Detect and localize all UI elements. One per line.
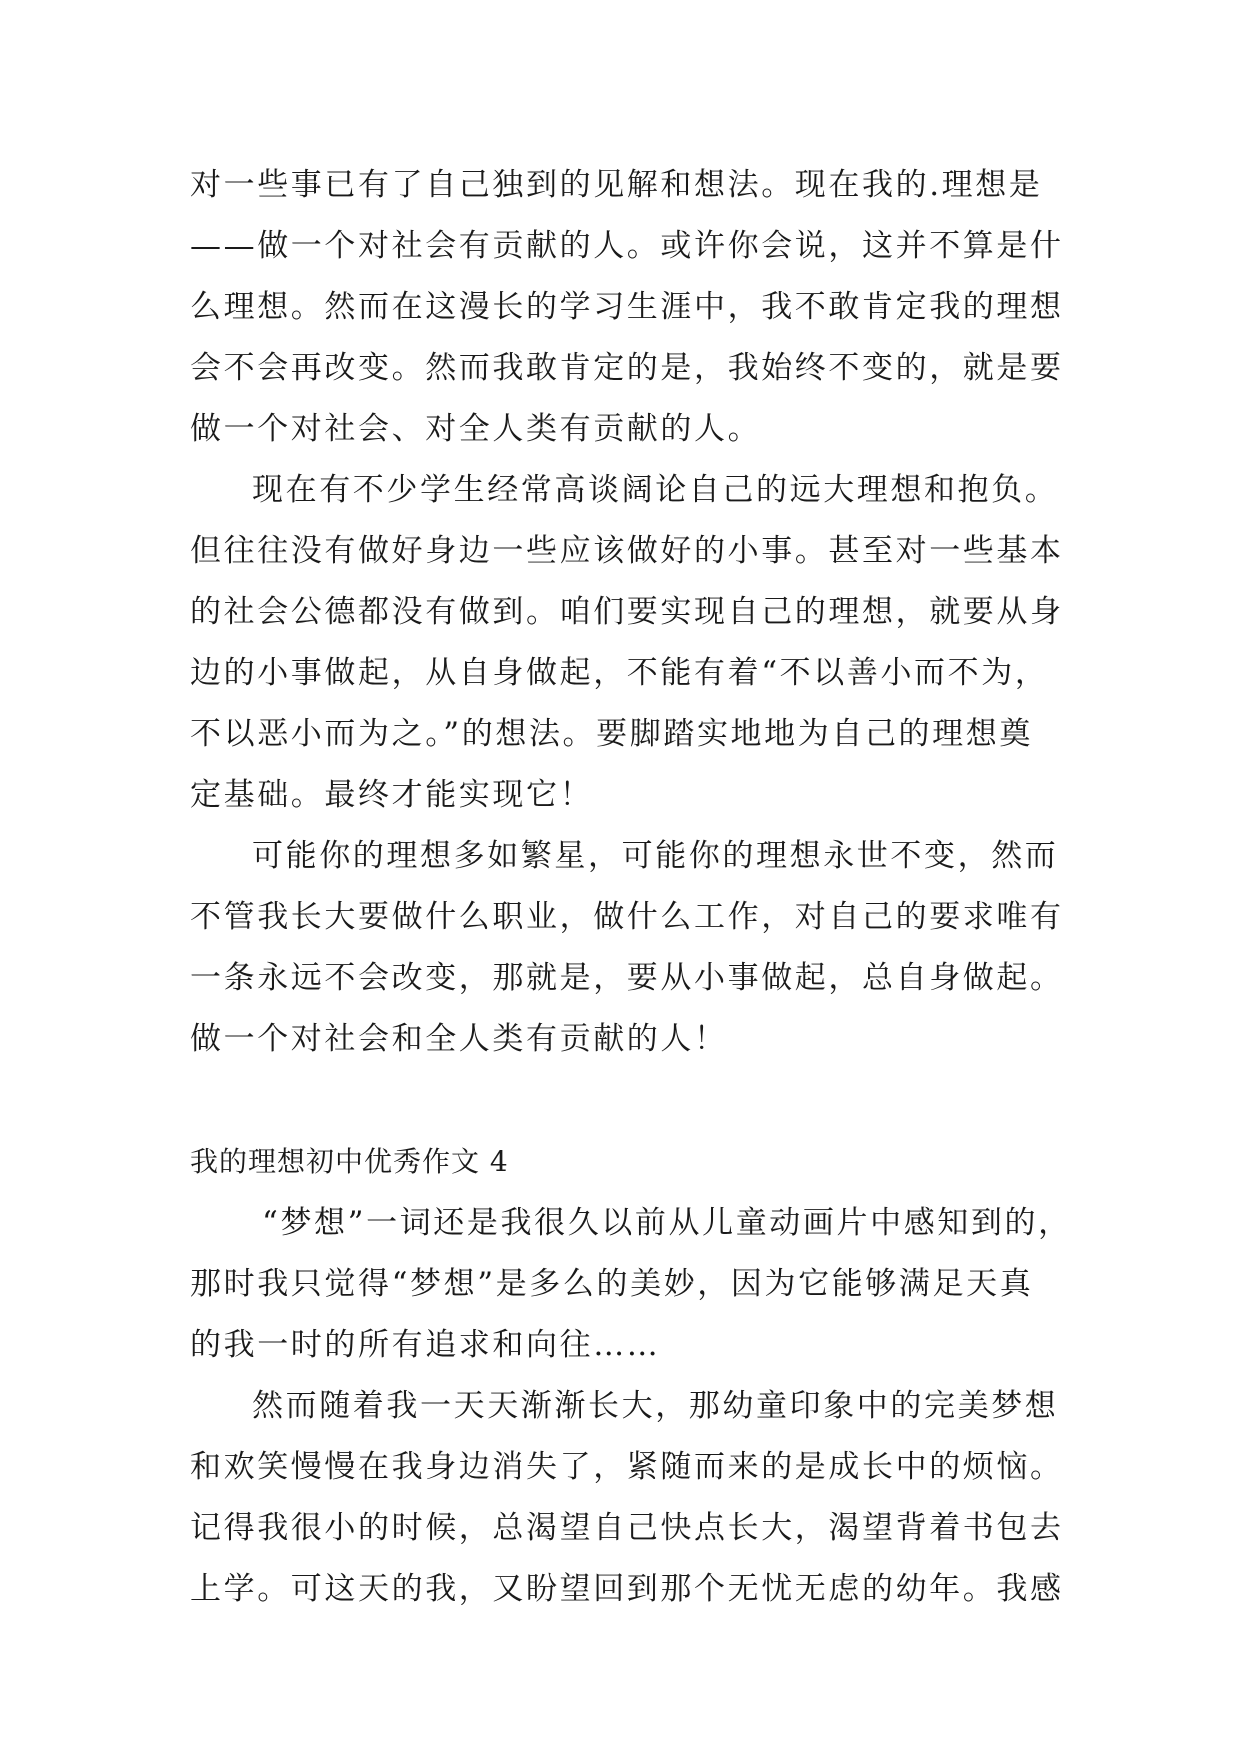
body-text-line: 可能你的理想多如繁星，可能你的理想永世不变，然而 bbox=[252, 838, 1059, 874]
body-text-line: 一条永远不会改变，那就是，要从小事做起，总自身做起。 bbox=[190, 960, 1064, 996]
body-text-line: ——做一个对社会有贡献的人。或许你会说，这并不算是什 bbox=[190, 228, 1064, 264]
body-text-line: 么理想。然而在这漫长的学习生涯中，我不敢肯定我的理想 bbox=[190, 289, 1064, 325]
body-text-line: 上学。可这天的我，又盼望回到那个无忧无虑的幼年。我感 bbox=[190, 1571, 1064, 1607]
body-text-line: 的社会公德都没有做到。咱们要实现自己的理想，就要从身 bbox=[190, 594, 1064, 630]
body-text-line: 不以恶小而为之。”的想法。要脚踏实地地为自己的理想奠 bbox=[190, 716, 1033, 752]
body-text-line: 会不会再改变。然而我敢肯定的是，我始终不变的，就是要 bbox=[190, 350, 1064, 386]
body-text-line: 定基础。最终才能实现它！ bbox=[190, 777, 594, 813]
body-text-line: 记得我很小的时候，总渴望自己快点长大，渴望背着书包去 bbox=[190, 1510, 1064, 1546]
body-text-line: 然而随着我一天天渐渐长大，那幼童印象中的完美梦想 bbox=[252, 1388, 1059, 1424]
body-text-line: 和欢笑慢慢在我身边消失了，紧随而来的是成长中的烦恼。 bbox=[190, 1449, 1064, 1485]
body-text-line: 但往往没有做好身边一些应该做好的小事。甚至对一些基本 bbox=[190, 533, 1064, 569]
body-text-line: 做一个对社会、对全人类有贡献的人。 bbox=[190, 411, 762, 447]
section-title: 我的理想初中优秀作文 4 bbox=[190, 1145, 509, 1178]
body-text-line: 做一个对社会和全人类有贡献的人！ bbox=[190, 1021, 728, 1057]
body-text-line: 那时我只觉得“梦想”是多么的美妙，因为它能够满足天真 bbox=[190, 1266, 1034, 1302]
body-text-line: 现在有不少学生经常高谈阔论自己的远大理想和抱负。 bbox=[252, 472, 1059, 508]
body-text-line: 对一些事已有了自己独到的见解和想法。现在我的.理想是 bbox=[190, 167, 1043, 203]
body-text-line: 不管我长大要做什么职业，做什么工作，对自己的要求唯有 bbox=[190, 899, 1064, 935]
body-text-line: 边的小事做起，从自身做起，不能有着“不以善小而不为， bbox=[190, 655, 1049, 691]
body-text-line: 的我一时的所有追求和向往…… bbox=[190, 1327, 661, 1363]
body-text-line: “梦想”一词还是我很久以前从儿童动画片中感知到的， bbox=[262, 1205, 1072, 1241]
